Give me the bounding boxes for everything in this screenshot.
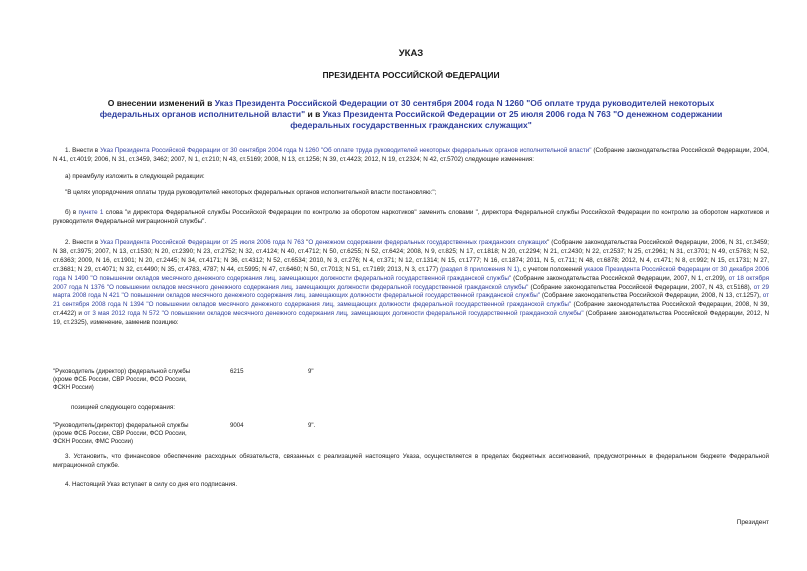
paragraph-2-text-1: 2. Внести в: [65, 239, 101, 246]
paragraph-1-link[interactable]: Указ Президента Российской Федерации от 30 сентября 2004 года N 1260 "Об оплате труда руководителей некоторых федеральных органов исполнительной власти": [100, 147, 592, 154]
paragraph-2-text-3: " (Собрание законодательства Российской Федерации, 2006, N 31, ст.3459; N 38, ст.3975; 2007, N 13, ст.1530; N 20, ст.2390; N 23, ст.2752; N 32, ст.4124; N 40, ст.4712; N 50, ст.6255; N 52, ст.6424; 2008, N 9, ст.825; N 17, ст.1818; N 20, ст.2294; N 21, ст.2430; N 22, ст.2537; N 25, ст.2961; N 31, ст.3701; N 49, ст.5763; N 52, ст.6363; 2009, N 16, ст.1901; N 20, ст.2445; N 34, ст.4171; N 36, ст.4312; N 52, ст.6534; 2010, N 3, ст.276; N 4, ст.371; N 12, ст.1314; N 15, ст.1777; N 16, ст.1874; 2011, N 5, ст.711; N 48, ст.6878; 2012, N 4, ст.471; N 8, ст.992; N 15, ст.1731; N 27, ст.3681; N 29, ст.4071; N 32, ст.4490; N 35, ст.4783, 4787; N 44, ст.5995; N 47, ст.6460; N 50, ст.7013; N 51, ст.7169; 2013, N 3, ст.177): [53, 239, 770, 273]
paragraph-1a: а) преамбулу изложить в следующей редакции:: [65, 173, 205, 180]
document-subtitle: ПРЕЗИДЕНТА РОССИЙСКОЙ ФЕДЕРАЦИИ: [322, 70, 500, 80]
paragraph-2-link-3[interactable]: (раздел 8 приложения N 1): [439, 265, 520, 273]
paragraph-1b-link[interactable]: пункте 1: [78, 209, 104, 216]
replace-label: позицией следующего содержания:: [71, 404, 176, 411]
table-new-coefficient: 9".: [308, 422, 316, 429]
paragraph-2-link-4[interactable]: указов Президента Российской Федерации от 30 декабря 2006 года N 1490 "О повышении окладов месячного денежного содержания лиц, замещающих должности федеральной государственной гражданской службы": [53, 265, 769, 282]
paragraph-2-link-8[interactable]: от 3 мая 2012 года N 572 "О повышении окладов месячного денежного содержания лиц, замещающих должности федеральной государственной гражданской службы": [83, 310, 584, 318]
table-old-position-name: "Руководитель (директор) федеральной службы (кроме ФСБ России, СВР России, ФСО России, ФСКН России): [53, 368, 191, 392]
paragraph-2-link-2[interactable]: О денежном содержании федеральных государственных гражданских служащих: [308, 239, 548, 246]
table-old-coefficient: 9": [308, 368, 314, 375]
table-new-salary: 9004: [230, 422, 244, 429]
paragraph-2-text-6: (Собрание законодательства Российской Федерации, 2007, N 43, ст.5168),: [528, 283, 754, 291]
paragraph-2-text-5: (Собрание законодательства Российской Федерации, 2007, N 1, ст.209),: [511, 274, 729, 282]
paragraph-3: 3. Установить, что финансовое обеспечение расходных обязательств, связанных с реализацией настоящего Указа, осуществляется в пределах бюджетных ассигнований, предусмотренных в федеральном бюджете Федеральной миграционной службе.: [53, 453, 769, 469]
heading-link-decree-763[interactable]: Указ Президента Российской Федерации от 25 июля 2006 года N 763 "О денежном содержании федеральных государственных гражданских служащих": [290, 109, 723, 130]
document-title: УКАЗ: [398, 48, 424, 59]
paragraph-2-link-5[interactable]: от 18 октября 2007 года N 1376 "О повышении окладов месячного денежного содержания лиц, замещающих должности федеральной государственной гражданской службы": [53, 274, 769, 291]
paragraph-2-text-4: , с учетом положений: [519, 265, 585, 273]
paragraph-2-text-9: (Собрание законодательства Российской Федерации, 2012, N 19, ст.2325), изменение, заменив позицию:: [53, 310, 769, 327]
paragraph-1-text-b: (Собрание законодательства Российской Федерации, 2004, N 41, ст.4019; 2006, N 31, ст.3459, 3462; 2007, N 1, ст.210; N 43, ст.5169; 2008, N 13, ст.1256; N 39, ст.4423; 2012, N 19, ст.2324; N 42, ст.5702) следующие изменения:: [53, 147, 769, 163]
paragraph-2-text-2: ": [304, 239, 309, 246]
paragraph-1b-text-b: слова "и директора Федеральной службы Российской Федерации по контролю за оборотом наркотиков" заменить словами ", директора Федеральной службы Российской Федерации по контролю за оборотом наркотиков и руководителя Федеральной миграционной службы".: [53, 209, 769, 225]
paragraph-2-link-1[interactable]: Указ Президента Российской Федерации от 25 июля 2006 года N 763: [100, 239, 305, 246]
paragraph-1-quote: "В целях упорядочения оплаты труда руководителей некоторых федеральных органов исполнительной власти постановляю:";: [65, 189, 437, 196]
paragraph-2-link-6[interactable]: от 29 марта 2008 года N 421 "О повышении окладов месячного денежного содержания лиц, замещающих должности федеральной государственной гражданской службы": [53, 283, 769, 300]
paragraph-4: 4. Настоящий Указ вступает в силу со дня его подписания.: [65, 481, 238, 488]
paragraph-1b-text-a: б) в: [65, 209, 79, 216]
table-old-salary: 6215: [230, 368, 244, 375]
paragraph-1-text-a: 1. Внести в: [65, 147, 101, 154]
heading-link-decree-1260[interactable]: Указ Президента Российской Федерации от 30 сентября 2004 года N 1260 "Об оплате труда руководителей некоторых федеральных органов исполнительной власти": [99, 98, 715, 119]
heading-prefix: О внесении изменений в: [107, 98, 215, 108]
paragraph-1: [53, 147, 769, 165]
signature-label: Президент: [736, 519, 769, 526]
paragraph-2: [53, 239, 769, 328]
paragraph-2-text-8: (Собрание законодательства Российской Федерации, 2008, N 39, ст.4422) и: [53, 301, 769, 318]
table-new-position-name: "Руководитель(директор) федеральной службы (кроме ФСБ России, СВР России, ФСО России, ФСКН России, ФМС России): [53, 422, 189, 446]
paragraph-2-link-7[interactable]: от 21 сентября 2008 года N 1394 "О повышении окладов месячного денежного содержания лиц, замещающих должности федеральной государственной гражданской службы": [53, 292, 770, 309]
heading-middle: и в: [305, 109, 323, 119]
paragraph-1b: [53, 209, 769, 227]
paragraph-2-text-7: (Собрание законодательства Российской Федерации, 2008, N 13, ст.1257),: [539, 292, 763, 300]
document-heading: [53, 98, 769, 131]
